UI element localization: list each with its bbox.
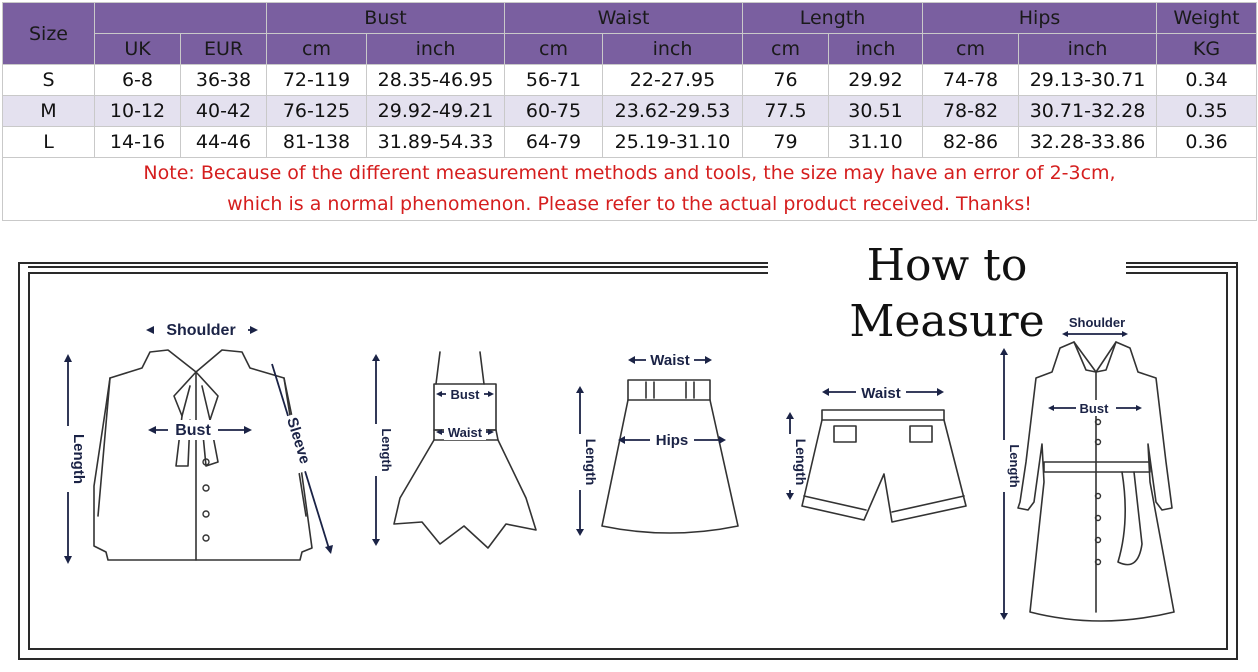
table-cell: 64-79 <box>505 127 603 158</box>
unit-header: inch <box>603 34 743 65</box>
coat-shoulder-label: Shoulder <box>1068 315 1126 330</box>
dress-waist-label: Waist <box>447 425 483 440</box>
table-cell: 44-46 <box>181 127 267 158</box>
table-cell: 22-27.95 <box>603 65 743 96</box>
table-cell: M <box>3 96 95 127</box>
table-cell: 60-75 <box>505 96 603 127</box>
table-cell: 79 <box>743 127 829 158</box>
how-to-measure-title: How to Measure <box>768 238 1126 350</box>
shirt-length-label: Length <box>70 434 87 484</box>
unit-header: cm <box>267 34 367 65</box>
coat-diagram <box>990 312 1190 632</box>
table-cell: 31.10 <box>829 127 923 158</box>
table-cell: 74-78 <box>923 65 1019 96</box>
table-cell: 25.19-31.10 <box>603 127 743 158</box>
unit-header: UK <box>95 34 181 65</box>
table-cell: 81-138 <box>267 127 367 158</box>
dress-diagram <box>360 348 550 560</box>
table-cell: 31.89-54.33 <box>367 127 505 158</box>
length-header: Length <box>743 3 923 34</box>
shirt-shoulder-label: Shoulder <box>166 322 236 339</box>
unit-header-row <box>3 34 1257 65</box>
table-row <box>3 65 1257 96</box>
title-rule-right <box>1126 266 1238 268</box>
note-line-2: which is a normal phenomenon. Please refer to the actual product received. Thanks! <box>227 193 1032 215</box>
table-cell: L <box>3 127 95 158</box>
unit-header: inch <box>1019 34 1157 65</box>
table-cell: 10-12 <box>95 96 181 127</box>
table-cell: 30.51 <box>829 96 923 127</box>
table-cell: 29.92-49.21 <box>367 96 505 127</box>
unit-header: cm <box>923 34 1019 65</box>
table-cell: 0.36 <box>1157 127 1257 158</box>
shirt-diagram <box>50 316 350 578</box>
shirt-sleeve-label: Sleeve <box>283 415 314 466</box>
table-row <box>3 127 1257 158</box>
measurement-note <box>3 158 1257 221</box>
table-cell: 29.92 <box>829 65 923 96</box>
group-header-row <box>3 3 1257 34</box>
unit-header: inch <box>367 34 505 65</box>
table-cell: 23.62-29.53 <box>603 96 743 127</box>
size-header: Size <box>3 3 95 65</box>
table-row <box>3 96 1257 127</box>
table-cell: 56-71 <box>505 65 603 96</box>
table-cell: 77.5 <box>743 96 829 127</box>
table-cell: 32.28-33.86 <box>1019 127 1157 158</box>
waist-header: Waist <box>505 3 743 34</box>
unit-header: KG <box>1157 34 1257 65</box>
unit-header: inch <box>829 34 923 65</box>
table-cell: 0.34 <box>1157 65 1257 96</box>
note-row <box>3 158 1257 221</box>
table-cell: 40-42 <box>181 96 267 127</box>
bust-header: Bust <box>267 3 505 34</box>
unit-header: cm <box>505 34 603 65</box>
table-cell: 78-82 <box>923 96 1019 127</box>
table-cell: 82-86 <box>923 127 1019 158</box>
shorts-length-label: Length <box>793 438 809 486</box>
size-chart-table <box>2 2 1257 221</box>
skirt-length-label: Length <box>583 438 599 486</box>
shirt-bust-label: Bust <box>175 422 211 439</box>
table-cell: 36-38 <box>181 65 267 96</box>
dress-bust-label: Bust <box>450 387 480 402</box>
table-cell: 28.35-46.95 <box>367 65 505 96</box>
table-cell: 76 <box>743 65 829 96</box>
table-cell: S <box>3 65 95 96</box>
dress-length-label: Length <box>379 428 394 472</box>
title-rule-left <box>28 266 768 268</box>
table-cell: 6-8 <box>95 65 181 96</box>
hips-header: Hips <box>923 3 1157 34</box>
coat-length-label: Length <box>1007 444 1022 488</box>
table-cell: 72-119 <box>267 65 367 96</box>
table-cell: 76-125 <box>267 96 367 127</box>
size-region-header <box>95 3 267 34</box>
note-line-1: Note: Because of the different measurement methods and tools, the size may have an error of 2-3cm, <box>143 162 1116 184</box>
skirt-diagram <box>562 348 742 548</box>
shorts-diagram <box>774 380 974 540</box>
coat-bust-label: Bust <box>1079 401 1109 416</box>
table-cell: 0.35 <box>1157 96 1257 127</box>
table-cell: 14-16 <box>95 127 181 158</box>
unit-header: EUR <box>181 34 267 65</box>
shorts-waist-label: Waist <box>861 385 901 402</box>
table-cell: 30.71-32.28 <box>1019 96 1157 127</box>
skirt-hips-label: Hips <box>655 432 689 449</box>
unit-header: cm <box>743 34 829 65</box>
weight-header: Weight <box>1157 3 1257 34</box>
skirt-waist-label: Waist <box>650 352 690 369</box>
table-cell: 29.13-30.71 <box>1019 65 1157 96</box>
